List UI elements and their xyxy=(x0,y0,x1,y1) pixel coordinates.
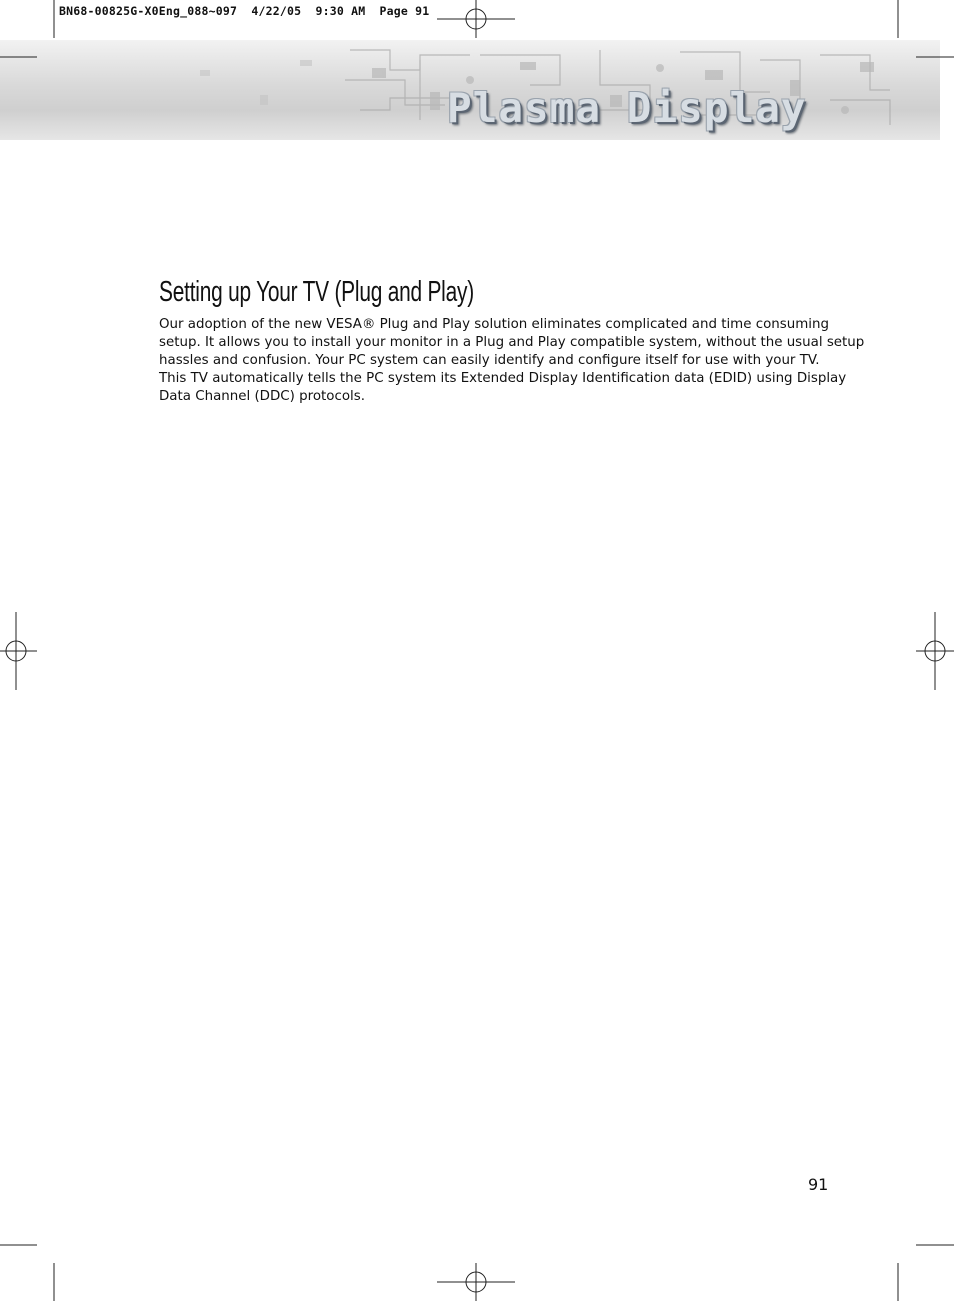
page-number: 91 xyxy=(808,1175,829,1194)
body-line: Data Channel (DDC) protocols. xyxy=(159,389,365,404)
body-line: hassles and confusion. Your PC system can easily identify and configure itself for use with your TV. xyxy=(159,353,820,368)
banner-title: Plasma Display xyxy=(447,84,807,132)
body-line: Our adoption of the new VESA® Plug and Play solution eliminates complicated and time consuming xyxy=(159,317,829,332)
section-heading: Setting up Your TV (Plug and Play) xyxy=(159,276,474,308)
registration-mark-left xyxy=(0,612,37,690)
registration-mark-right xyxy=(916,612,954,690)
registration-mark-top xyxy=(437,0,515,38)
body-line: This TV automatically tells the PC system its Extended Display Identification data (EDID) using Display xyxy=(159,371,847,386)
section-body xyxy=(159,316,865,406)
registration-mark-bottom xyxy=(437,1263,515,1301)
header-banner xyxy=(0,40,940,140)
body-line: setup. It allows you to install your monitor in a Plug and Play compatible system, without the usual setup xyxy=(159,335,865,350)
print-slug: BN68-00825G-X0Eng_088~097 4/22/05 9:30 AM Page 91 xyxy=(59,4,430,18)
